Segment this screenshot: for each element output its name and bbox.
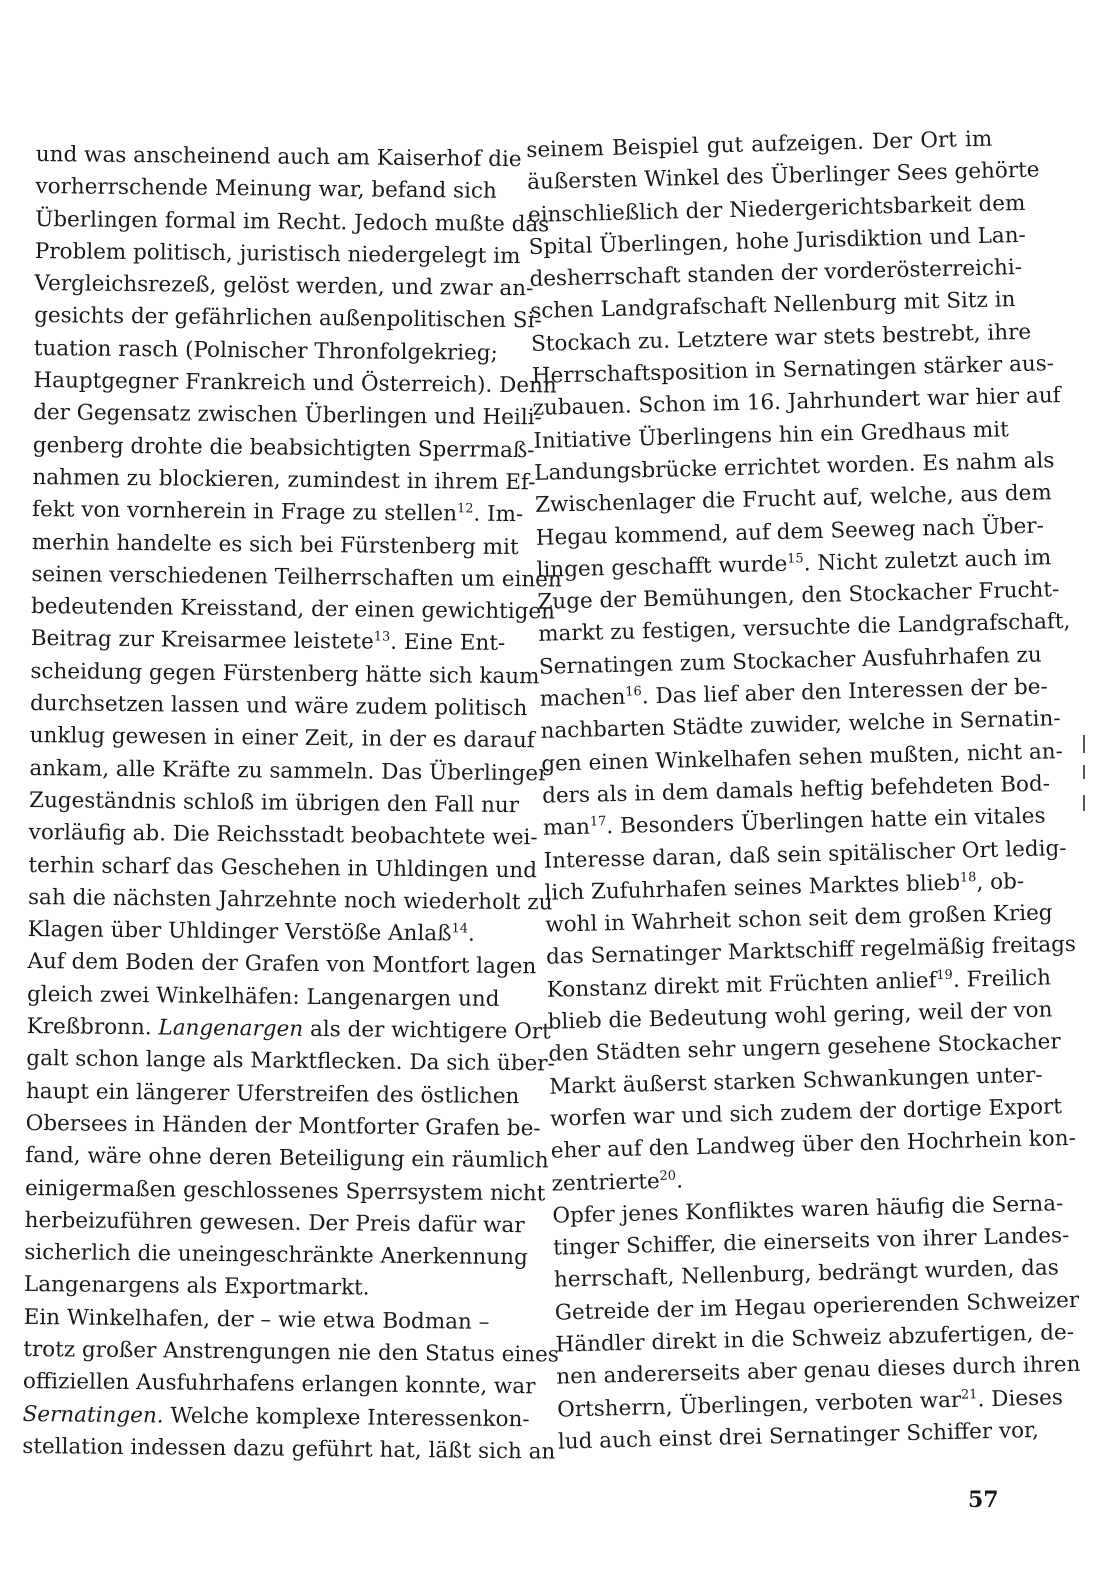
footnote-ref: 13 <box>373 629 391 646</box>
text-line: fand, wäre ohne deren Beteiligung ein räumlich <box>25 1143 549 1174</box>
text-line: unklug gewesen in einer Zeit, in der es darauf <box>29 723 535 754</box>
text-line: Interesse daran, daß sein spitälischer Ort ledig- <box>543 835 1067 874</box>
text-line: eher auf den Landweg über den Hochrhein kon- <box>550 1126 1077 1164</box>
text-line: den Städten sehr ungern gesehene Stockacher <box>548 1029 1061 1068</box>
text-line: herbeizuführen gewesen. Der Preis dafür war <box>24 1207 525 1238</box>
text-line: markt zu festigen, versuchte die Landgrafschaft, <box>537 609 1071 648</box>
text-segment: Beitrag zur Kreisarmee leistete <box>30 626 374 656</box>
footnote-ref: 19 <box>936 967 953 983</box>
text-segment: . <box>467 921 475 947</box>
text-segment: Kreßbronn. <box>26 1013 152 1041</box>
text-line: Initiative Überlingens hin ein Gredhaus mit <box>533 416 1010 454</box>
text-line: das Sernatinger Marktschiff regelmäßig freitags <box>545 932 1077 971</box>
text-line: ankam, alle Kräfte zu sammeln. Das Überlinger <box>29 755 549 787</box>
footnote-ref: 17 <box>589 814 607 830</box>
text-line: Zugeständnis schloß im übrigen den Fall nur <box>28 787 520 819</box>
text-line: tinger Schiffer, die einerseits von ihrer Landes- <box>552 1223 1070 1261</box>
text-line: nahmen zu blockieren, zumindest in ihrem Ef- <box>32 464 536 496</box>
text-segment: . Eine Ent- <box>390 630 506 657</box>
text-line: Hauptgegner Frankreich und Österreich). Denn <box>33 368 557 399</box>
text-line: Markt äußerst starken Schwankungen unter- <box>548 1062 1043 1100</box>
text-line <box>26 1011 551 1048</box>
text-line: Zuge der Bemühungen, den Stockacher Frucht- <box>537 577 1060 616</box>
text-line: seinen verschiedenen Teilherrschaften um einen <box>31 561 562 593</box>
text-segment: . Im- <box>473 501 524 528</box>
text-line: lud auch einst drei Sernatinger Schiffer vor, <box>557 1417 1040 1455</box>
text-line: Landungsbrücke errichtet worden. Es nahm als <box>533 448 1055 486</box>
text-line: Ein Winkelhafen, der – wie etwa Bodman – <box>23 1304 490 1335</box>
text-line: durchsetzen lassen und wäre zudem politisch <box>29 691 528 722</box>
text-line: äußersten Winkel des Überlinger Sees gehörte <box>526 157 1040 196</box>
text-line <box>31 494 524 531</box>
footnote-ref: 15 <box>787 551 804 567</box>
footnote-ref: 18 <box>959 869 977 886</box>
text-line <box>30 623 506 660</box>
scan-edge-mark <box>1083 735 1085 753</box>
text-segment: lingen geschafft wurde <box>536 551 788 583</box>
footnote-ref: 12 <box>456 501 474 517</box>
text-line: gleich zwei Winkelhäfen: Langenargen und <box>26 981 500 1012</box>
text-segment: Welche komplexe Interessenkon- <box>170 1403 530 1432</box>
text-segment: . Besonders Überlingen hatte ein vitales <box>606 803 1046 840</box>
text-line: Herrschaftsposition in Sernatingen stärker aus- <box>531 351 1055 390</box>
text-line: vorherrschende Meinung war, befand sich <box>35 174 497 205</box>
text-line: Opfer jenes Konfliktes waren häufig die Serna- <box>552 1190 1064 1229</box>
text-line: ders als in dem damals heftig befehdeten Bod- <box>541 771 1051 809</box>
text-line: genberg drohte die beabsichtigten Sperrmaß- <box>32 432 535 463</box>
text-line: haupt ein längerer Uferstreifen des östlichen <box>25 1078 520 1109</box>
text-line: Getreide der im Hegau operierenden Schweizer <box>554 1287 1080 1326</box>
text-segment: . Nicht zuletzt auch im <box>803 545 1052 577</box>
text-line: sicherlich die uneingeschränkte Anerkennung <box>24 1240 528 1271</box>
text-line: terhin scharf das Geschehen in Uhldingen und <box>28 852 538 883</box>
text-line: seinem Beispiel gut aufzeigen. Der Ort im <box>526 126 993 163</box>
text-line: galt schon lange als Marktflecken. Da sich über- <box>26 1046 555 1077</box>
place-name-italic: Sernatingen. <box>22 1401 164 1428</box>
scan-edge-mark <box>1083 795 1085 811</box>
text-segment: . Das lief aber den Interessen der be- <box>641 674 1049 710</box>
text-line: Auf dem Boden der Grafen von Montfort lagen <box>27 949 537 980</box>
text-line: und was anscheinend auch am Kaiserhof die <box>35 141 522 173</box>
footnote-ref: 21 <box>960 1386 978 1403</box>
text-segment: fekt von vornherein in Frage zu stellen <box>31 497 458 527</box>
text-segment: . Dieses <box>977 1384 1064 1412</box>
text-line: vorläufig ab. Die Reichsstadt beobachtete wei- <box>28 820 538 851</box>
text-line: merhin handelte es sich bei Fürstenberg mit <box>31 529 519 560</box>
text-line: trotz großer Anstrengungen nie den Status eines <box>23 1336 559 1368</box>
text-line: worfen war und sich zudem der dortige Export <box>549 1094 1063 1132</box>
text-line: herrschaft, Nellenburg, bedrängt wurden, das <box>553 1255 1060 1294</box>
text-line: Stockach zu. Letztere war stets bestrebt, ihre <box>530 319 1032 357</box>
text-line: Langenargens als Exportmarkt. <box>23 1272 370 1301</box>
text-line <box>22 1399 530 1436</box>
page-number: 57 <box>968 1487 999 1513</box>
text-line: stellation indessen dazu geführt hat, läßt sich an <box>22 1433 556 1465</box>
text-line: offiziellen Ausfuhrhafens erlangen konnte, war <box>22 1369 536 1400</box>
text-line: einschließlich der Niedergerichtsbarkeit dem <box>527 190 1026 228</box>
text-line: der Gegensatz zwischen Überlingen und Heili- <box>33 400 542 431</box>
text-line: Hegau kommend, auf dem Seeweg nach Über- <box>535 513 1045 551</box>
footnote-ref: 20 <box>659 1167 677 1184</box>
text-segment: man <box>542 814 591 842</box>
text-line: einigermaßen geschlossenes Sperrsystem nicht <box>24 1175 546 1206</box>
text-line: Zwischenlager die Frucht auf, welche, aus dem <box>534 480 1053 519</box>
text-line: scheidung gegen Fürstenberg hätte sich kaum <box>30 658 540 690</box>
text-segment: . <box>675 1167 684 1194</box>
text-segment: Konstanz direkt mit Früchten anlief <box>546 967 937 1003</box>
left-text-column <box>22 139 562 1468</box>
text-line: gesichts der gefährlichen außenpolitischen Si- <box>34 303 542 334</box>
text-segment: , ob- <box>976 868 1025 896</box>
text-line: nen andererseits aber genau dieses durch ihren <box>556 1352 1081 1390</box>
text-segment: als der wichtigere Ort <box>309 1016 551 1045</box>
text-line: desherrschaft standen der vorderösterreichi- <box>529 255 1023 293</box>
text-line: wohl in Wahrheit schon seit dem großen Krieg <box>545 900 1053 938</box>
text-segment: Ortsherrn, Überlingen, verboten war <box>556 1387 962 1423</box>
text-line: Vergleichsrezeß, gelöst werden, und zwar an- <box>34 271 534 302</box>
place-name-italic: Langenargen <box>158 1015 304 1042</box>
text-line: sah die nächsten Jahrzehnte noch wiederholt zu <box>27 884 553 916</box>
footnote-ref: 14 <box>451 921 469 937</box>
text-line: tuation rasch (Polnischer Thronfolgekrieg; <box>33 335 498 366</box>
text-line: bedeutenden Kreisstand, der einen gewichtigen <box>30 594 556 625</box>
scan-edge-mark <box>1083 765 1085 779</box>
text-line: zubauen. Schon im 16. Jahrhundert war hier auf <box>532 383 1061 422</box>
text-line: gen einen Winkelhafen sehen mußten, nicht an- <box>541 738 1064 777</box>
text-line: blieb die Bedeutung wohl gering, weil der von <box>547 997 1053 1035</box>
text-line: Obersees in Händen der Montforter Grafen be- <box>25 1110 541 1142</box>
text-segment: lich Zufuhrhafen seines Marktes blieb <box>544 870 961 906</box>
text-line: nachbarten Städte zuwider, welche in Sernatin- <box>540 706 1061 745</box>
footnote-ref: 16 <box>625 684 642 700</box>
text-line: Überlingen formal im Recht. Jedoch mußte das <box>35 206 550 237</box>
right-text-column <box>526 124 1081 1459</box>
text-line: Sernatingen zum Stockacher Ausfuhrhafen zu <box>538 642 1042 680</box>
text-segment: zentrierte <box>551 1168 660 1197</box>
text-segment: Klagen über Uhldinger Verstöße Anlaß <box>27 917 452 947</box>
text-line: Spital Überlingen, hohe Jurisdiktion und Lan- <box>528 222 1027 260</box>
text-line: schen Landgrafschaft Nellenburg mit Sitz in <box>530 287 1016 325</box>
text-line: Händler direkt in die Schweiz abzufertigen, de- <box>555 1319 1075 1358</box>
text-line <box>28 914 480 951</box>
text-segment: . Freilich <box>952 965 1052 993</box>
text-segment: machen <box>539 684 626 712</box>
text-line: Problem politisch, juristisch niedergelegt im <box>34 238 521 269</box>
